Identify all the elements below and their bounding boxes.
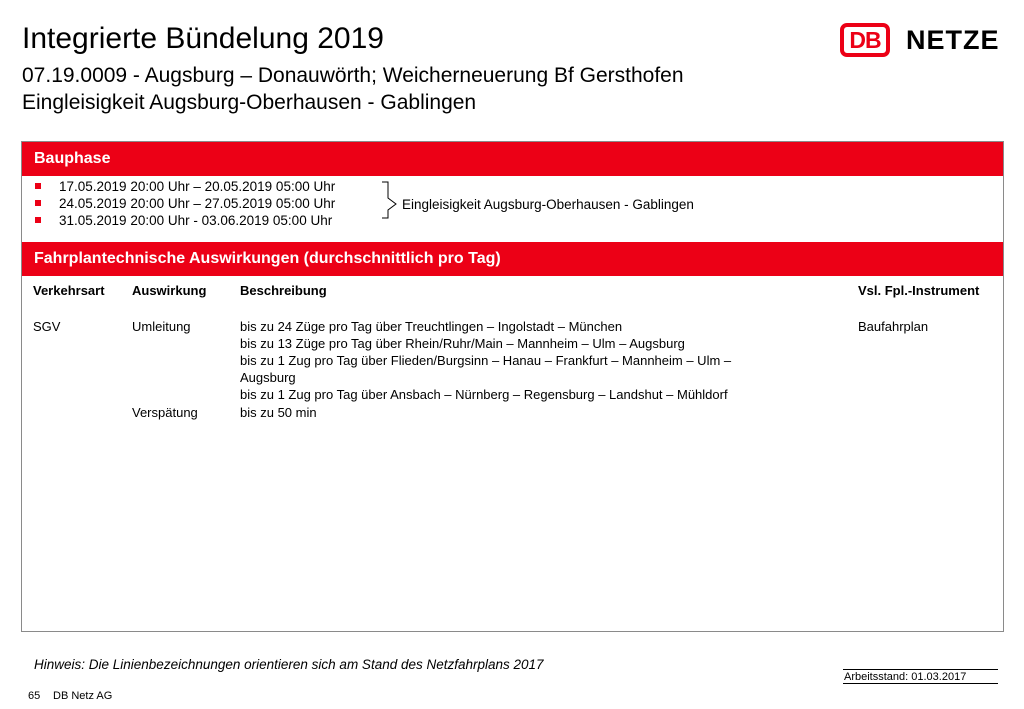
netze-wordmark: NETZE [906, 24, 1000, 55]
impact-cell: Verspätung [132, 405, 198, 420]
column-header-beschreibung: Beschreibung [240, 283, 327, 298]
content-panel [21, 141, 1004, 632]
bullet-icon [35, 217, 41, 223]
date-text: 24.05.2019 20:00 Uhr – 27.05.2019 05:00 Uhr [59, 196, 336, 211]
brace-icon [380, 180, 402, 220]
date-text: 31.05.2019 20:00 Uhr - 03.06.2019 05:00 Uhr [59, 213, 333, 228]
auswirkungen-heading: Fahrplantechnische Auswirkungen (durchschnittlich pro Tag) [22, 242, 1003, 276]
column-header-instrument: Vsl. Fpl.-Instrument [858, 283, 980, 298]
column-header-verkehrsart: Verkehrsart [33, 283, 105, 298]
bullet-icon [35, 200, 41, 206]
instrument-cell: Baufahrplan [858, 319, 929, 334]
page-subtitle-line2: Eingleisigkeit Augsburg-Oberhausen - Gablingen [22, 91, 477, 114]
delay-cell: bis zu 50 min [240, 405, 317, 420]
hint-note: Hinweis: Die Linienbezeichnungen orientieren sich am Stand des Netzfahrplans 2017 [34, 657, 544, 672]
date-item [22, 178, 402, 195]
description-line: bis zu 13 Züge pro Tag über Rhein/Ruhr/Main – Mannheim – Ulm – Augsburg [240, 336, 685, 351]
description-line: bis zu 1 Zug pro Tag über Flieden/Burgsinn – Hanau – Frankfurt – Mannheim – Ulm – [240, 353, 732, 368]
column-header-auswirkung: Auswirkung [132, 283, 207, 298]
page-number: 65 [28, 690, 41, 702]
db-netze-logo [840, 20, 1000, 60]
date-item [22, 212, 402, 229]
bauphase-date-list [22, 178, 402, 229]
impact-cell: Umleitung [132, 319, 191, 334]
description-line: Augsburg [240, 370, 296, 385]
company-name: DB Netz AG [53, 690, 113, 702]
page-title: Integrierte Bündelung 2019 [22, 22, 384, 55]
traffic-type-cell: SGV [33, 319, 61, 334]
date-text: 17.05.2019 20:00 Uhr – 20.05.2019 05:00 Uhr [59, 179, 336, 194]
description-line: bis zu 1 Zug pro Tag über Ansbach – Nürnberg – Regensburg – Landshut – Mühldorf [240, 387, 728, 402]
description-line: bis zu 24 Züge pro Tag über Treuchtlingen – Ingolstadt – München [240, 319, 623, 334]
bauphase-heading: Bauphase [22, 142, 1003, 176]
work-status-date: Arbeitsstand: 01.03.2017 [843, 669, 998, 684]
page-subtitle-line1: 07.19.0009 - Augsburg – Donauwörth; Weicherneuerung Bf Gersthofen [22, 64, 684, 87]
date-item [22, 195, 402, 212]
bauphase-note: Eingleisigkeit Augsburg-Oberhausen - Gablingen [402, 197, 694, 212]
bullet-icon [35, 183, 41, 189]
db-logo-mark: DB [840, 23, 890, 57]
